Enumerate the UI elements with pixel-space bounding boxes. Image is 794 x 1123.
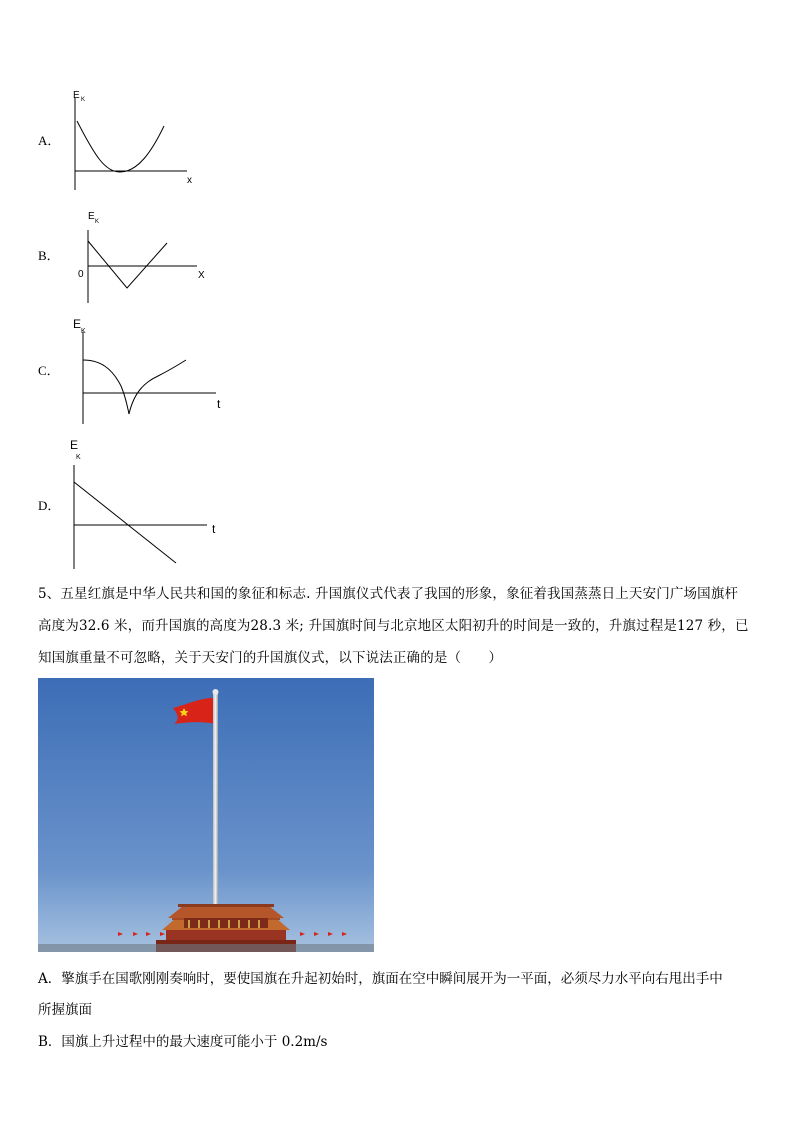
ek-curve: [83, 360, 186, 414]
ek-curve: [77, 121, 164, 172]
option-b-label: B．: [38, 248, 60, 263]
option-a-label: A．: [38, 133, 61, 148]
x-axis-label: t: [217, 397, 221, 411]
question-line-1: 5、五星红旗是中华人民共和国的象征和标志. 升国旗仪式代表了我国的形象，象征着我国蒸蒸日上天安门广场国旗杆: [38, 586, 739, 602]
y-axis-sub: K: [81, 328, 86, 335]
question-line-2: 高度为32.6 米，而升国旗的高度为28.3 米; 升国旗时间与北京地区太阳初升的时间是一致的，升旗过程是127 秒，已: [38, 618, 749, 634]
y-axis-label: E: [70, 438, 79, 452]
answer-a-line-2: 所握旗面: [38, 1002, 92, 1018]
question-line-3: 知国旗重量不可忽略，关于天安门的升国旗仪式，以下说法正确的是（ ）: [38, 650, 503, 666]
origin-label: 0: [78, 269, 84, 280]
ek-curve: [74, 482, 176, 563]
option-a-graph: [60, 86, 210, 196]
y-axis-sub: K: [76, 454, 81, 461]
y-axis-sub: K: [95, 219, 100, 225]
y-axis-label: E: [88, 211, 95, 222]
answer-b-line-1: B．国旗上升过程中的最大速度可能小于 0.2m/s: [38, 1034, 328, 1050]
x-axis-label: t: [212, 522, 216, 536]
y-axis-label: E: [73, 317, 82, 331]
answer-a-line-1: A．擎旗手在国歌刚刚奏响时，要使国旗在升起初始时，旗面在空中瞬间展开为一平面，必须尽力水平向右甩出手中: [38, 971, 723, 987]
ek-curve: [88, 241, 167, 288]
option-c-graph: [70, 312, 230, 427]
x-axis-label: X: [198, 270, 205, 281]
option-d-label: D．: [38, 498, 61, 513]
flag-photo: [38, 678, 374, 952]
x-axis-label: x: [187, 175, 192, 186]
option-c-label: C．: [38, 363, 60, 378]
option-d-graph: [60, 435, 230, 570]
y-axis-sub: K: [81, 97, 86, 103]
option-b-graph: [70, 205, 220, 310]
y-axis-label: E: [73, 90, 80, 101]
